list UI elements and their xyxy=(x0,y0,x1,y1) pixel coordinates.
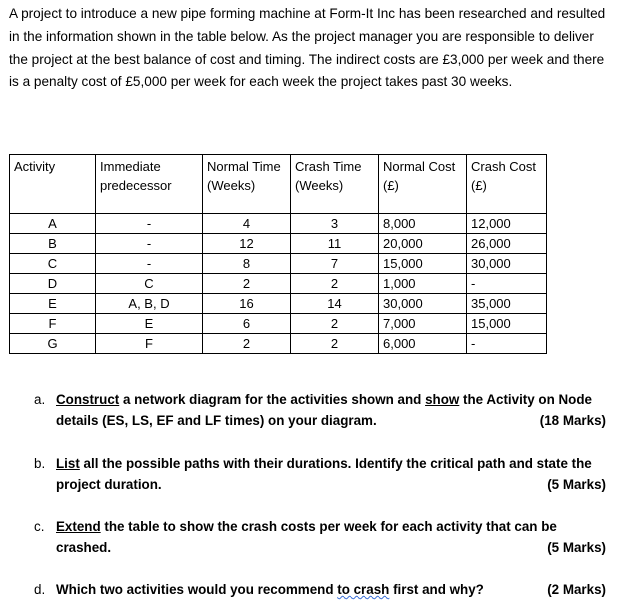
cell-crash-cost: - xyxy=(467,274,547,294)
question-c-text-1: the table to show the crash costs per week for each activity that can be crashed. xyxy=(56,519,557,555)
cell-activity: E xyxy=(10,294,96,314)
cell-crash-time: 2 xyxy=(291,274,379,294)
question-b-text-1: all the possible paths with their durations. Identify the critical path and state the project duration. xyxy=(56,456,592,492)
question-c-text xyxy=(56,516,606,558)
cell-predecessor: - xyxy=(96,214,203,234)
question-d xyxy=(34,579,614,601)
cell-crash-cost: 26,000 xyxy=(467,234,547,254)
cell-predecessor: F xyxy=(96,334,203,354)
intro-paragraph: A project to introduce a new pipe forming machine at Form-It Inc has been researched and resulted in the information shown in the table below. As the project manager you are responsible to deliver the project at the best balance of cost and timing. The indirect costs are £3,000 per week and there is a penalty cost of £5,000 per week for each week the project takes past 30 weeks. xyxy=(9,6,606,90)
cell-normal-time: 8 xyxy=(203,254,291,274)
cell-predecessor: - xyxy=(96,254,203,274)
cell-activity: B xyxy=(10,234,96,254)
cell-activity: G xyxy=(10,334,96,354)
header-predecessor: Immediate predecessor xyxy=(96,155,203,214)
table-row xyxy=(10,314,547,334)
question-a-text-1: a network diagram for the activities shown and xyxy=(119,392,426,407)
cell-predecessor: E xyxy=(96,314,203,334)
cell-normal-time: 2 xyxy=(203,334,291,354)
question-b-label: b. xyxy=(34,456,46,471)
question-c-label: c. xyxy=(34,519,45,534)
cell-crash-cost: 12,000 xyxy=(467,214,547,234)
question-c-marks: (5 Marks) xyxy=(547,540,606,555)
question-a-text xyxy=(56,389,606,431)
cell-crash-time: 7 xyxy=(291,254,379,274)
cell-activity: C xyxy=(10,254,96,274)
table-row xyxy=(10,274,547,294)
cell-normal-time: 12 xyxy=(203,234,291,254)
question-a xyxy=(34,389,614,433)
cell-crash-cost: 30,000 xyxy=(467,254,547,274)
activity-table xyxy=(9,154,547,354)
cell-predecessor: A, B, D xyxy=(96,294,203,314)
table-header-row xyxy=(10,155,547,214)
cell-normal-cost: 6,000 xyxy=(379,334,467,354)
cell-crash-time: 3 xyxy=(291,214,379,234)
question-d-text-1: Which two activities would you recommend xyxy=(56,582,338,597)
cell-activity: D xyxy=(10,274,96,294)
header-activity: Activity xyxy=(10,155,96,214)
cell-predecessor: C xyxy=(96,274,203,294)
cell-crash-cost: 15,000 xyxy=(467,314,547,334)
table-row xyxy=(10,234,547,254)
table-row xyxy=(10,334,547,354)
table-row xyxy=(10,214,547,234)
question-a-marks: (18 Marks) xyxy=(539,413,606,428)
question-a-label: a. xyxy=(34,392,46,407)
cell-normal-time: 2 xyxy=(203,274,291,294)
question-c xyxy=(34,516,614,560)
table-row xyxy=(10,294,547,314)
cell-crash-cost: - xyxy=(467,334,547,354)
cell-crash-time: 11 xyxy=(291,234,379,254)
cell-normal-time: 16 xyxy=(203,294,291,314)
header-normal-time: Normal Time (Weeks) xyxy=(203,155,291,214)
header-normal-cost: Normal Cost (£) xyxy=(379,155,467,214)
cell-crash-time: 2 xyxy=(291,334,379,354)
question-b xyxy=(34,453,614,497)
question-a-text-2: the Activity on Node details (ES, LS, EF and LF times) on your diagram. xyxy=(56,392,592,428)
question-a-keyword-construct: Construct xyxy=(56,392,120,407)
cell-predecessor: - xyxy=(96,234,203,254)
cell-crash-time: 2 xyxy=(291,314,379,334)
header-crash-time: Crash Time (Weeks) xyxy=(291,155,379,214)
question-b-text xyxy=(56,453,606,495)
header-crash-cost: Crash Cost (£) xyxy=(467,155,547,214)
cell-normal-cost: 30,000 xyxy=(379,294,467,314)
cell-activity: A xyxy=(10,214,96,234)
cell-normal-cost: 8,000 xyxy=(379,214,467,234)
question-d-text xyxy=(56,579,606,600)
cell-activity: F xyxy=(10,314,96,334)
question-b-marks: (5 Marks) xyxy=(547,477,606,492)
question-b-keyword-list: List xyxy=(56,456,80,471)
cell-crash-cost: 35,000 xyxy=(467,294,547,314)
question-d-keyword-to-crash: to crash xyxy=(337,582,390,597)
cell-crash-time: 14 xyxy=(291,294,379,314)
cell-normal-cost: 7,000 xyxy=(379,314,467,334)
table-row xyxy=(10,254,547,274)
question-c-keyword-extend: Extend xyxy=(56,519,101,534)
question-d-text-2: first and why? xyxy=(389,582,484,597)
question-d-marks: (2 Marks) xyxy=(547,582,606,597)
cell-normal-cost: 15,000 xyxy=(379,254,467,274)
question-d-label: d. xyxy=(34,582,46,597)
cell-normal-cost: 1,000 xyxy=(379,274,467,294)
question-a-keyword-show: show xyxy=(425,392,460,407)
cell-normal-time: 4 xyxy=(203,214,291,234)
cell-normal-cost: 20,000 xyxy=(379,234,467,254)
cell-normal-time: 6 xyxy=(203,314,291,334)
